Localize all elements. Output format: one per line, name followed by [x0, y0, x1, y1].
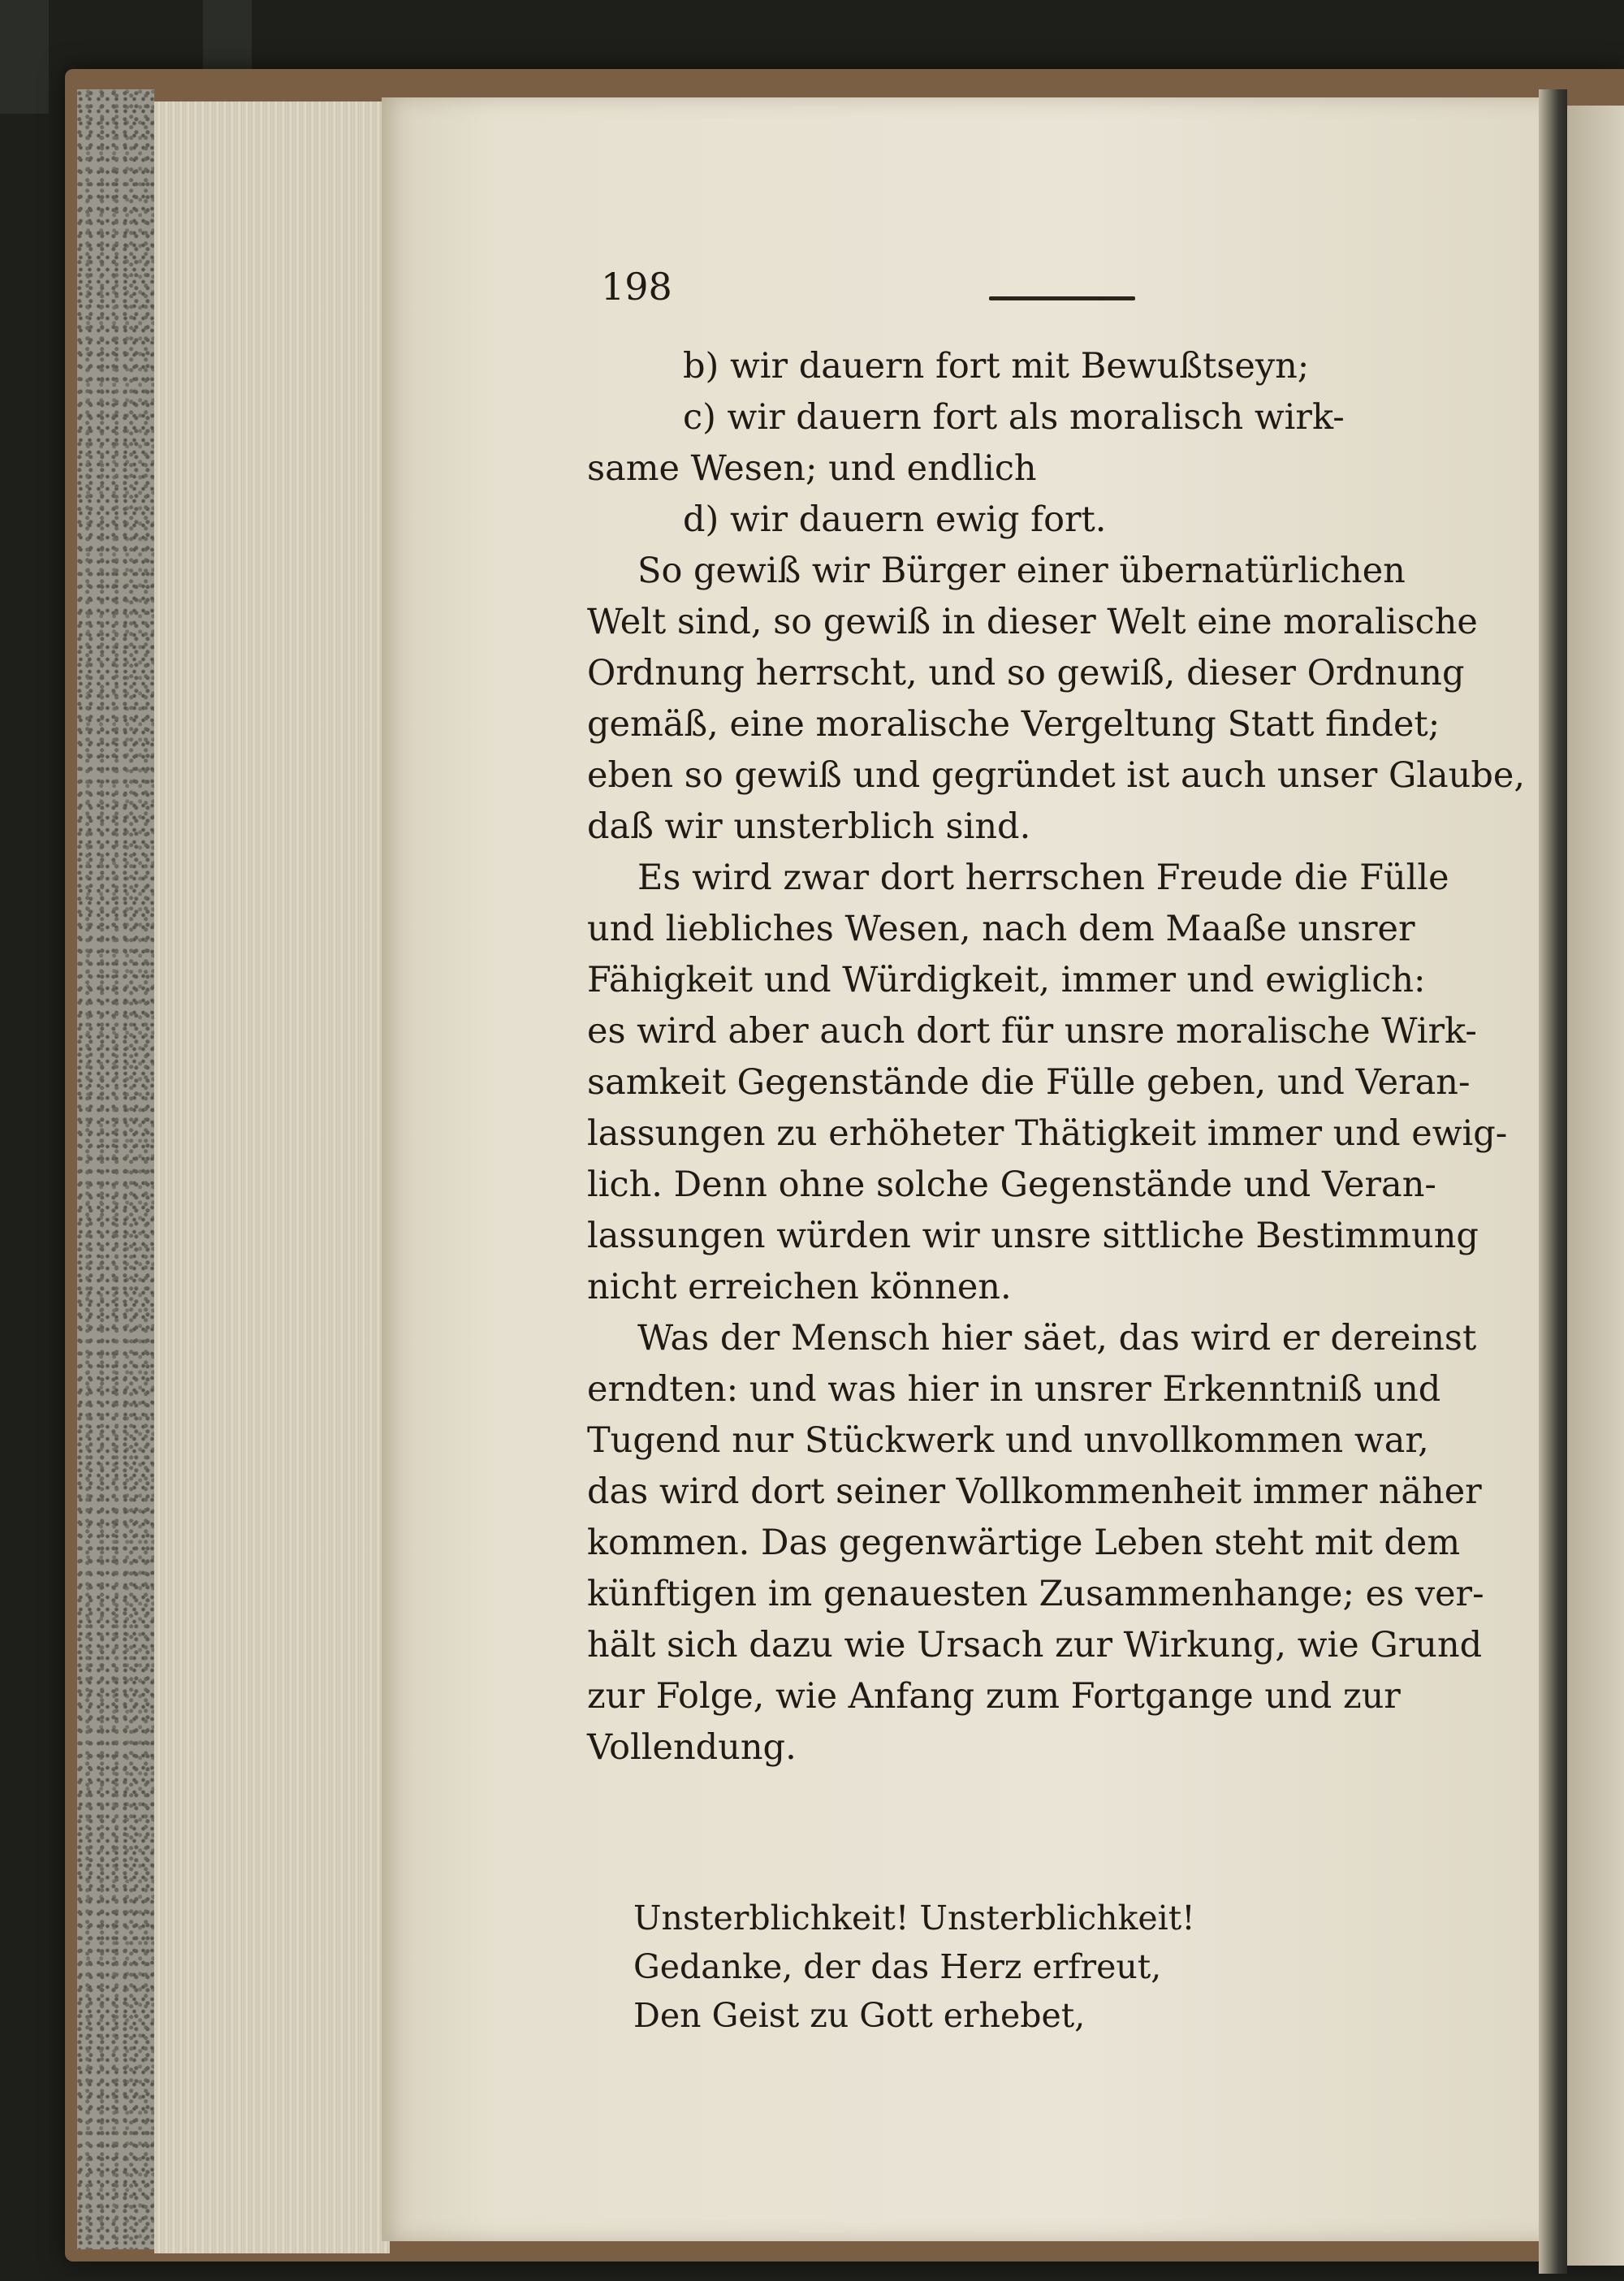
- body-text: [587, 341, 1525, 1773]
- text-line: Welt sind, so gewiß in dieser Welt eine moralische: [587, 602, 1478, 642]
- text-line: nicht erreichen können.: [587, 1267, 1012, 1307]
- poem-line: Gedanke, der das Herz erfreut,: [633, 1947, 1162, 1986]
- header-rule: [989, 296, 1135, 300]
- text-line: c) wir dauern fort als moralisch wirk-: [683, 397, 1345, 438]
- poem-line: Unsterblichkeit! Unsterblichkeit!: [633, 1899, 1195, 1938]
- text-line: und liebliches Wesen, nach dem Maaße unsrer: [587, 909, 1415, 949]
- text-line: b) wir dauern fort mit Bewußtseyn;: [683, 346, 1310, 387]
- text-line: same Wesen; und endlich: [587, 448, 1037, 489]
- poem-line: Den Geist zu Gott erhebet,: [633, 1996, 1086, 2035]
- text-line: erndten: und was hier in unsrer Erkenntniß und: [587, 1369, 1441, 1410]
- text-line: lassungen würden wir unsre sittliche Bestimmung: [587, 1216, 1479, 1256]
- background-stripe: [0, 0, 49, 114]
- marbled-board: [77, 89, 154, 2249]
- page-edges: [154, 102, 390, 2253]
- text-line: Was der Mensch hier säet, das wird er dereinst: [637, 1318, 1477, 1359]
- text-line: Es wird zwar dort herrschen Freude die Fülle: [637, 858, 1449, 898]
- text-line: Ordnung herrscht, und so gewiß, dieser Ordnung: [587, 653, 1465, 693]
- text-line: daß wir unsterblich sind.: [587, 806, 1031, 847]
- text-line: d) wir dauern ewig fort.: [683, 499, 1107, 540]
- book-gutter: [1539, 89, 1567, 2274]
- text-line: Vollendung.: [587, 1727, 797, 1768]
- text-line: Tugend nur Stückwerk und unvollkommen war,: [587, 1420, 1429, 1461]
- text-line: es wird aber auch dort für unsre moralische Wirk-: [587, 1011, 1477, 1052]
- text-line: gemäß, eine moralische Vergeltung Statt findet;: [587, 704, 1440, 745]
- text-line: So gewiß wir Bürger einer übernatürlichen: [637, 551, 1406, 591]
- poem-stanza: [633, 1894, 1195, 2040]
- text-line: kommen. Das gegenwärtige Leben steht mit dem: [587, 1523, 1461, 1563]
- text-line: lich. Denn ohne solche Gegenstände und Veran-: [587, 1164, 1436, 1205]
- page-number: 198: [601, 265, 672, 309]
- text-line: lassungen zu erhöheter Thätigkeit immer und ewig-: [587, 1113, 1508, 1154]
- text-line: eben so gewiß und gegründet ist auch unser Glaube,: [587, 755, 1526, 796]
- text-line: künftigen im genauesten Zusammenhange; es ver-: [587, 1574, 1484, 1614]
- text-line: zur Folge, wie Anfang zum Fortgange und zur: [587, 1676, 1401, 1717]
- facing-page-edge: [1567, 106, 1624, 2266]
- text-line: hält sich dazu wie Ursach zur Wirkung, wie Grund: [587, 1625, 1483, 1665]
- text-line: Fähigkeit und Würdigkeit, immer und ewiglich:: [587, 960, 1426, 1000]
- text-line: samkeit Gegenstände die Fülle geben, und Veran-: [587, 1062, 1471, 1103]
- text-line: das wird dort seiner Vollkommenheit immer näher: [587, 1471, 1482, 1512]
